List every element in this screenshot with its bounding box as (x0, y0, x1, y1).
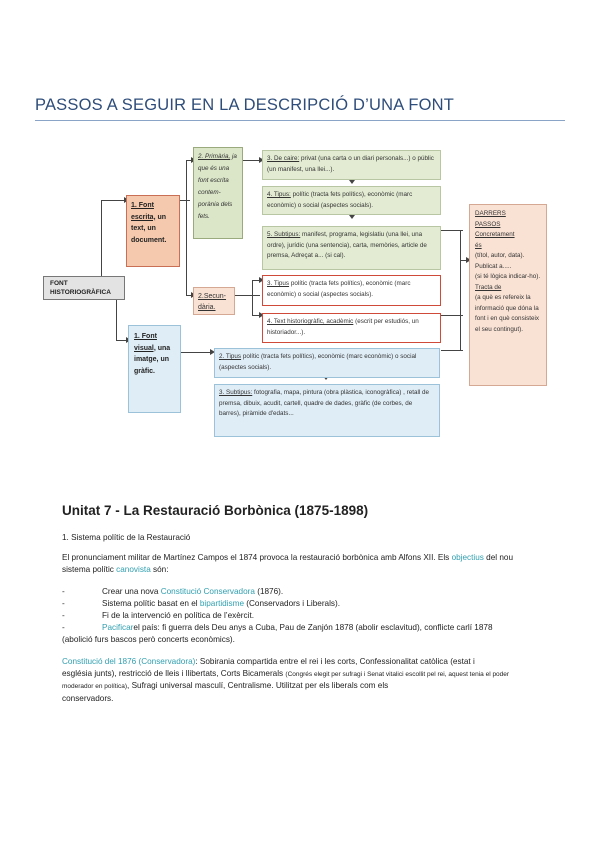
node-subtipus-visual: 3. Subtipus: fotografia, mapa, pintura (obra plàstica, iconogràfica) , retall de premsa, dibuix, acudit, cartell, quadre de dades, gràfic (de corbes, de barres), piràmide d'edats... (214, 384, 440, 437)
link-constitucio[interactable]: Constitució Conservadora (160, 587, 255, 596)
node-tipus-primaria: 4. Tipus: polític (tracta fets polítics), econòmic (marc econòmic) o social (aspectes socials). (262, 186, 441, 215)
link-constitucio-1876[interactable]: Constitució del 1876 (Conservadora) (62, 657, 196, 666)
node-subtipus-primaria: 5. Subtipus: manifest, programa, legislatiu (una llei, una ordre), jurídic (una sentencia), carta, memòries, article de premsa, Adreçat a... (si cal). (262, 226, 441, 270)
intro-paragraph: El pronunciament militar de Martínez Campos el 1874 provoca la restauració borbònica amb Alfons XII. Els objectius del nou sistema polític canovista són: (62, 553, 514, 574)
list-item: - Sistema polític basat en el bipartidisme (Conservadors i Liberals). (62, 599, 341, 608)
node-caire: 3. De caire: privat (una carta o un diari personals...) o públic (un manifest, una llei...). (262, 150, 441, 180)
constitution-paragraph: Constitució del 1876 (Conservadora): Sobirania compartida entre el rei i les corts, Confessionalitat catòlica (estat i església junts), restricció de lleis i llibertats, Corts Bicamerals (Congrés elegit per sufragi i Senat vitalici escollit pel rei, aquest tenia el poder moderador en política), Sufragi universal masculí, Centralisme. Utilitzat per els liberals com els conservadors. (62, 657, 510, 703)
unit-title: Unitat 7 - La Restauració Borbònica (1875-1898) (62, 503, 369, 518)
node-font-historiografica: FONT HISTORIOGRÀFICA (50, 280, 111, 296)
section-subtitle: 1. Sistema polític de la Restauració (62, 533, 191, 542)
list-item: - Pacificarel país: fi guerra dels Deu anys a Cuba, Pau de Zanjón 1878 (abolir esclavitud), conflicte carlí 1878 (62, 623, 493, 632)
list-item: - Fi de la intervenció en política de l’exèrcit. (62, 611, 255, 620)
link-canovista[interactable]: canovista (116, 564, 151, 574)
node-secundaria: 2.Secun-dària. (193, 287, 235, 315)
node-tipus-secundaria: 3. Tipus polític (tracta fets polítics), econòmic (marc econòmic) o social (aspectes socials). (262, 275, 441, 306)
list-item: - Crear una nova Constitució Conservadora (1876). (62, 587, 284, 596)
node-tipus-visual: 2. Tipus polític (tracta fets polítics), econòmic (marc econòmic) o social (aspectes socials). (214, 348, 440, 378)
node-text-historiografic: 4. Text historiogràfic, acadèmic (escrit per estudiós, un historiador...). (262, 313, 441, 343)
node-primaria: 2. Primària, ja que és una font escrita contem-porània dels fets. (193, 147, 243, 239)
link-pacificar[interactable]: Pacificar (102, 623, 134, 632)
page-title: PASSOS A SEGUIR EN LA DESCRIPCIÓ D’UNA FONT (35, 96, 565, 121)
list-item-continuation: (abolició furs bascos però concerts econòmics). (62, 635, 235, 644)
link-objectius[interactable]: objectius (451, 553, 484, 562)
node-font-escrita: 1. Font escrita, un text, un document. (126, 195, 180, 267)
node-darrers-passos: DARRERS PASSOS Concretament és (títol, autor, data). Publicat a..... (si té lògica indicar-ho). Tracta de (a què es refereix la informació que dóna la font i en què consisteix el seu contingut). (469, 204, 547, 386)
node-font-visual: 1. Font visual, una imatge, un gràfic. (128, 325, 181, 413)
link-bipartidisme[interactable]: bipartidisme (199, 599, 244, 608)
